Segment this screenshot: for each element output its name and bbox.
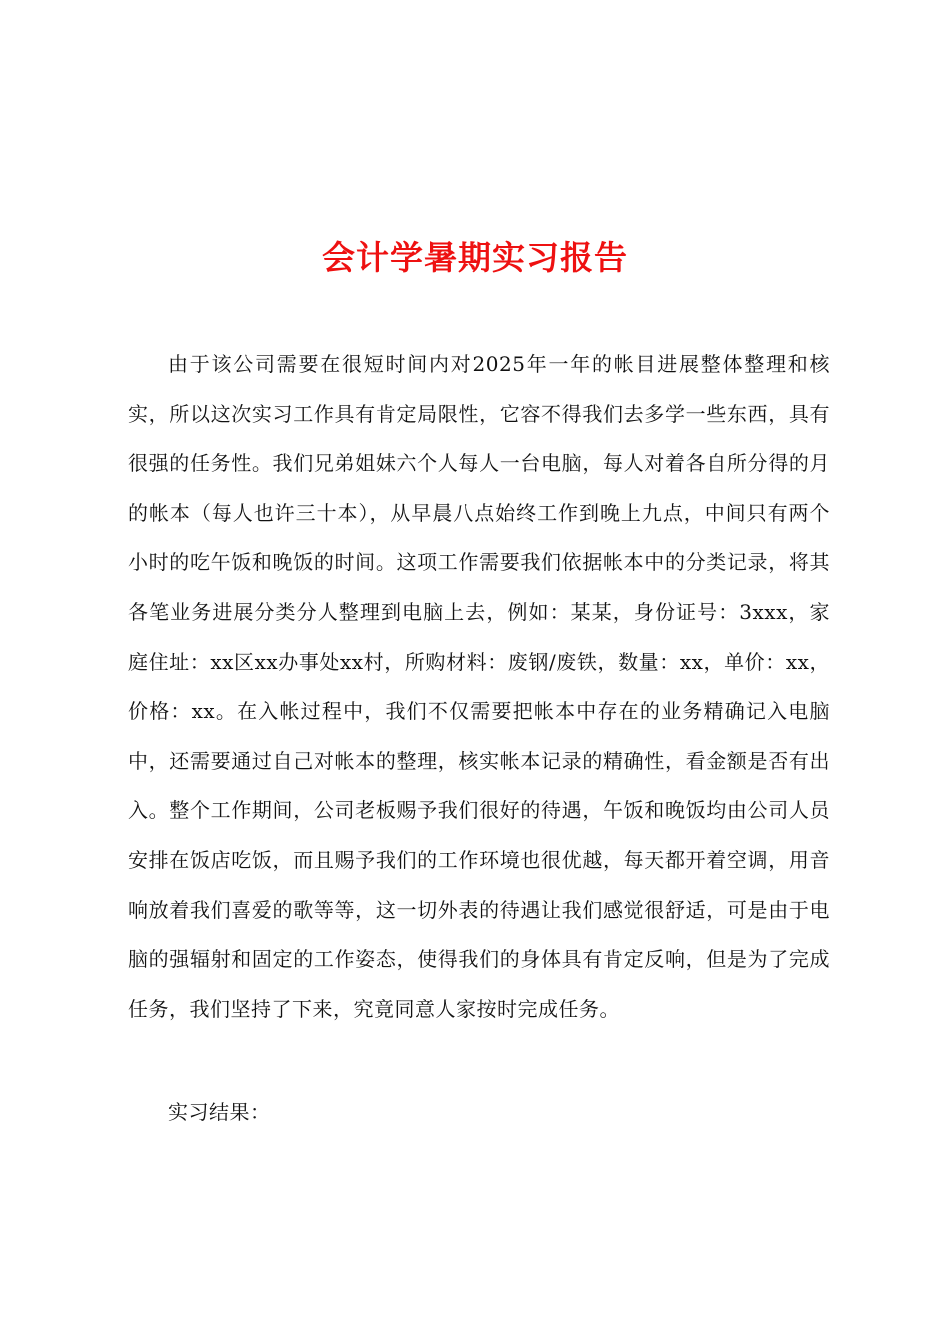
document-title: 会计学暑期实习报告 [322,238,628,278]
section-label: 实习结果： [168,1100,271,1124]
body-paragraph: 由于该公司需要在很短时间内对2025年一年的帐目进展整体整理和核实，所以这次实习工作具有肯定局限性，它容不得我们去多学一些东西，具有很强的任务性。我们兄弟姐妹六个人每人一台电脑，每人对着各自所分得的月的帐本（每人也许三十本），从早晨八点始终工作到晚上九点，中间只有两个小时的吃午饭和晚饭的时间。这项工作需要我们依据帐本中的分类记录，将其各笔业务进展分类分人整理到电脑上去，例如：某某，身份证号：3xxx，家庭住址：xx区xx办事处xx村，所购材料：废钢/废铁，数量：xx，单价：xx，价格：xx。在入帐过程中，我们不仅需要把帐本中存在的业务精确记入电脑中，还需要通过自己对帐本的整理，核实帐本记录的精确性，看金额是否有出入。整个工作期间，公司老板赐予我们很好的待遇，午饭和晚饭均由公司人员安排在饭店吃饭，而且赐予我们的工作环境也很优越，每天都开着空调，用音响放着我们喜爱的歌等等，这一切外表的待遇让我们感觉很舒适，可是由于电脑的强辐射和固定的工作姿态，使得我们的身体具有肯定反响，但是为了完成任务，我们坚持了下来，究竟同意人家按时完成任务。 [128,352,830,1021]
